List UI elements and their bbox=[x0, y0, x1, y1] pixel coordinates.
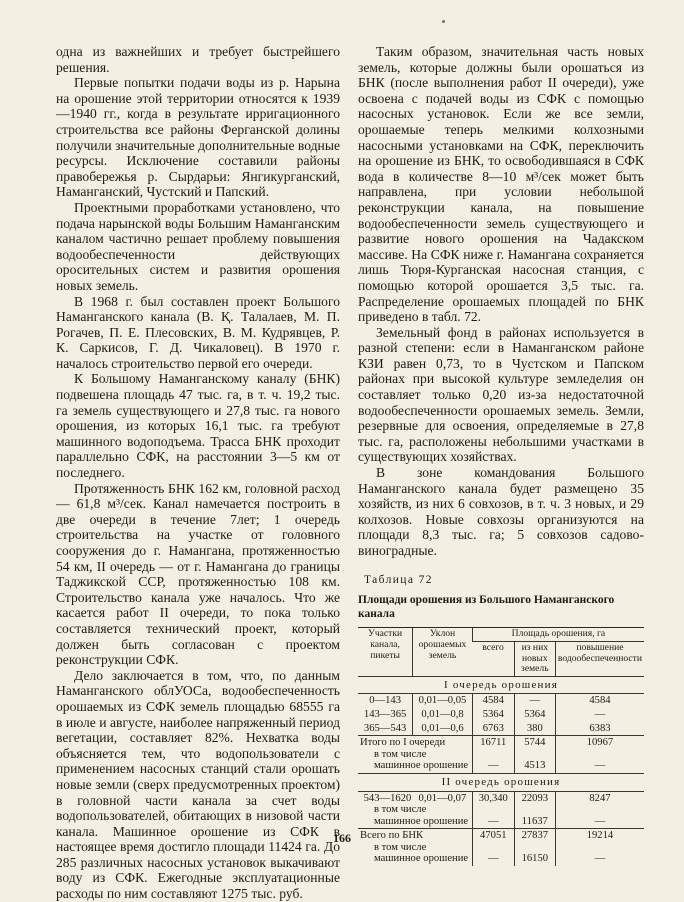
page-number: 166 bbox=[333, 831, 351, 845]
header-new-lands: из них новых земель bbox=[514, 641, 555, 676]
cell-slope: 0,01—0,07 bbox=[418, 792, 467, 804]
paragraph: Протяженность БНК 162 км, головной расход — 61,8 м³/сек. Канал намечается построить в две очереди в течение 7лет; 1 очередь строительства на участке от головного сооружения до г. Намангана, протяженностью 54 км, II очередь — от г. Намангана до границы Таджикской ССР, протяженностью 108 км. Строительство канала уже началось. Что же касается работ II очереди, то пока только составляется технический проект, который должен быть согласован с проектом реконструкции СФК. bbox=[56, 480, 340, 668]
value: — bbox=[594, 760, 606, 772]
value: 16711 bbox=[480, 737, 507, 749]
cell-improve: 6383 bbox=[555, 722, 644, 736]
value: 22093 bbox=[521, 792, 549, 804]
paragraph: К Большому Наманганскому каналу (БНК) подвешена площадь 47 тыс. га, в т. ч. 19,2 тыс. га земель существующего и 27,8 тыс. га нового орошения, из которых 16,1 тыс. га требуют машинного водоподъема. Трасса БНК проходит параллельно СФК, на расстоянии 3—5 км от последнего. bbox=[56, 371, 340, 481]
paragraph: В 1968 г. был составлен проект Большого Наманганского канала (В. Қ. Талалаев, М. П. Рогачев, П. Е. Плесовских, В. М. Кудрявцев, Р. К. Саркисов, Г. Д. Чикаловец). В 1970 г. началось строительство первой его очереди. bbox=[56, 293, 340, 371]
value: 8247 bbox=[589, 792, 611, 804]
paragraph: Дело заключается в том, что, по данным Наманганского облУОСа, водообеспеченность орошаемых из СФК земель площадью 68555 га в июле и августе, наиболее напряженный период вегетации, составляет 82%. Нехватка воды объясняется тем, что водопользователи с применением насосных станций стали орошать новые земли (сверх предусмотренных проектом) в головной части канала за счет воды водопользователей, обитающих в низовой части канала. Машинное орошение из СФК в настоящее время достигло площади 11424 га. До 285 различных насосных установок выкачивают воду из СФК. Ежегодные эксплуатационные расходы по ним составляют 1275 тыс. руб. bbox=[56, 667, 340, 902]
value: — bbox=[487, 853, 499, 865]
paragraph: Первые попытки подачи воды из р. Нарына на орошение этой территории относятся к 1939—1940 гг., когда в результате ирригационного строительства все районы Ферганской долины получили значительные дополнительные водные ресурсы. Исключение составили районы правобережья р. Сырдарьи: Янгикурганский, Наманганский, Чустский и Папский. bbox=[56, 75, 340, 200]
print-speck bbox=[442, 20, 445, 23]
value: 11637 bbox=[521, 815, 548, 827]
header-slope: Уклон орошаемых земель bbox=[413, 628, 473, 676]
row-label bbox=[358, 791, 472, 829]
cell-segment: 365—543 bbox=[363, 722, 407, 734]
value: — bbox=[594, 853, 606, 865]
cell-slope: 0,01—0,6 bbox=[413, 722, 473, 736]
machine-irrigation-label: в том числе машинное орошение bbox=[374, 841, 469, 865]
value: 47051 bbox=[480, 830, 507, 842]
table-caption: Площади орошения из Большого Наманганского канала bbox=[358, 594, 615, 620]
header-irrigated-area: Площадь орошения, га bbox=[472, 628, 644, 642]
table-number: Таблица 72 bbox=[364, 573, 433, 586]
paragraph: Проектными проработками установлено, что подача нарынской воды Большим Наманганским каналом частично решает проблему повышения водообеспеченности действующих оросительных систем и развития орошения новых земель. bbox=[56, 199, 340, 293]
cell-new bbox=[514, 736, 555, 774]
cell-total: 5364 bbox=[472, 708, 514, 722]
cell-total: 4584 bbox=[472, 694, 514, 708]
value: 16150 bbox=[521, 853, 549, 865]
value: 10967 bbox=[586, 737, 614, 749]
cell-improve: — bbox=[555, 708, 644, 722]
row-label bbox=[358, 736, 472, 774]
value: — bbox=[594, 815, 606, 827]
value: 27837 bbox=[521, 830, 549, 842]
cell-total: 6763 bbox=[472, 722, 514, 736]
table-row bbox=[358, 694, 644, 708]
grand-total-label: Всего по БНК bbox=[360, 830, 424, 842]
header-total: всего bbox=[472, 641, 514, 676]
table-row bbox=[358, 722, 644, 736]
paragraph: Земельный фонд в районах используется в разной степени: если в Наманганском районе КЗИ равен 0,73, то в Чустском и Папском районах при высокой культуре земледелия он составляет только 0,20 из-за недостаточной водообеспеченности орошаемых земель. Земли, резервные для освоения, определяемые в 27,8 тыс. га, расположены небольшими участками в существующих хозяйствах. bbox=[358, 324, 644, 465]
machine-irrigation-label: в том числе машинное орошение bbox=[374, 748, 469, 772]
value: 5744 bbox=[524, 737, 546, 749]
cell-slope: 0,01—0,8 bbox=[413, 708, 473, 722]
section-heading: II очередь орошения bbox=[358, 773, 644, 791]
left-column bbox=[56, 44, 340, 902]
machine-irrigation-label: в том числе машинное орошение bbox=[374, 804, 469, 827]
cell-total bbox=[472, 791, 514, 829]
table-row bbox=[358, 708, 644, 722]
value: 19214 bbox=[586, 830, 614, 842]
cell-segment: 543—1620 bbox=[363, 792, 412, 804]
header-improvement: повышение водообеспеченности bbox=[555, 641, 644, 676]
right-column bbox=[358, 44, 644, 866]
value: — bbox=[487, 760, 499, 772]
paragraph: В зоне командования Большого Наманганского канала будет размещено 35 хозяйств, из них 6 совхозов, в т. ч. 3 новых, и 29 колхозов. Новые совхозы организуются на площади 8,3 тыс. га; 5 совхозов садово-виноградные. bbox=[358, 465, 644, 558]
cell-total bbox=[472, 736, 514, 774]
cell-new: 5364 bbox=[514, 708, 555, 722]
table-row bbox=[358, 736, 644, 774]
value: 30,340 bbox=[478, 792, 508, 804]
value: — bbox=[487, 815, 499, 827]
paragraph: одна из важнейших и требует быстрейшего решения. bbox=[56, 44, 340, 75]
cell-new: — bbox=[514, 694, 555, 708]
cell-improve bbox=[555, 736, 644, 774]
value: 4513 bbox=[524, 760, 546, 772]
cell-new: 380 bbox=[514, 722, 555, 736]
cell-improve bbox=[555, 791, 644, 829]
section-heading: I очередь орошения bbox=[358, 676, 644, 694]
cell-improve: 4584 bbox=[555, 694, 644, 708]
cell-segment: 143—365 bbox=[363, 708, 407, 720]
header-sections: Участки канала, пикеты bbox=[358, 628, 413, 676]
cell-new bbox=[514, 791, 555, 829]
paragraph: Таким образом, значительная часть новых земель, которые должны были орошаться из БНК (после выполнения работ II очереди), уже освоена с подачей воды из СФК с помощью насосных установок. Если же все земли, орошаемые теперь мелкими колхозными насосными установками на СФК, переключить на орошение из БНК, то освободившаяся в СФК вода в количестве 8—10 м³/сек может быть направлена, при условии небольшой реконструкции канала, на повышение водообеспеченности земель существующего и развитие нового орошения на Чадакском массиве. На СФК ниже г. Намангана сохраняется лишь Тюря-Курганская насосная станция, с помощью которой орошается 3,5 тыс. га. Распределение орошаемых площадей по БНК приведено в табл. 72. bbox=[358, 44, 644, 325]
cell-slope: 0,01—0,05 bbox=[413, 694, 473, 708]
table-row bbox=[358, 791, 644, 829]
subtotal-label: Итого по I очереди bbox=[360, 737, 446, 749]
cell-segment: 0—143 bbox=[369, 695, 401, 707]
